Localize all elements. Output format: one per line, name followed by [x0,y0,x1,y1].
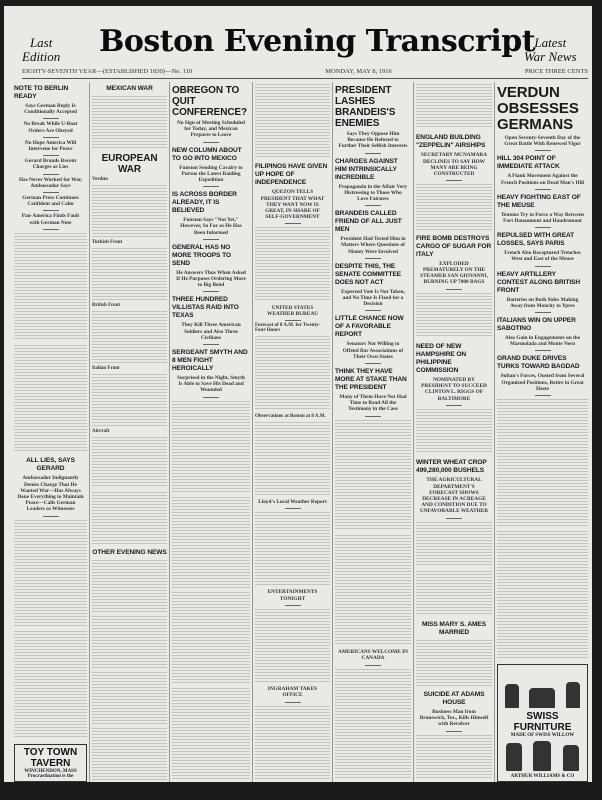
headline: CHARGES AGAINST HIM INTRINSICALLY INCREDIBLE [335,157,398,181]
article-body-text [416,571,492,616]
chair-icon [505,684,519,708]
article-body-text [335,535,411,646]
divider [365,205,381,206]
subheadline: Funston Sending Cavalry to Pursue the Latest Raiding Expedition [179,164,243,184]
article-body-text [497,399,588,527]
column-2 [90,82,170,782]
headline: FIRE BOMB DESTROYS CARGO OF SUGAR FOR ITALY [416,234,492,258]
subheadline: SECRETARY MCNAMARA DECLINES TO SAY HOW MANY ARE BEING CONSTRUCTED [420,152,488,178]
headline: SERGEANT SMYTH AND 8 MEN FIGHT HEROICALLY [172,349,248,373]
subheadline: Ambassador Indignantly Denies Charge That He Wanted War—Has Always Done Everything to Maintain Peace—Calls German Leaders as Witnesses [17,475,84,513]
article-body-text [92,672,167,724]
article-body-text [255,227,330,301]
subheadline: Funston Says "Not Yet," However, So Far as He Has Been Informed [180,217,242,236]
article-body-text [92,616,167,668]
ad-title: TOY TOWN TAVERN [23,747,78,769]
article-body-text [416,522,492,567]
subheadline: Many of Them Have Not Had Time to Read All the Testimony in the Case [339,394,407,413]
section-label: Turkish Front [92,239,123,245]
divider [446,405,462,406]
divider [203,397,219,398]
article-body-text [172,401,250,493]
subheadline: Says They Oppose Him Because He Refused to Further Their Selfish Interests [338,131,408,150]
headline: OTHER EVENING NEWS [92,549,167,557]
divider [535,189,551,190]
divider [203,344,219,345]
divider [43,192,59,193]
article-body-text [92,728,167,780]
article-body-text [172,688,250,780]
headline: HEAVY ARTILLERY CONTEST ALONG BRITISH FRONT [497,270,581,294]
subheadline: EXPLODED PREMATURELY ON THE STEAMER SAN GIOVANNI, BURNING UP 7000 BAGS [420,260,488,286]
article-body-text [416,735,492,780]
article-body-text [255,422,330,496]
headline: PRESIDENT LASHES BRANDEIS'S ENEMIES [335,85,396,129]
headline: REPULSED WITH GREAT LOSSES, SAYS PARIS [497,232,575,248]
column-6 [414,82,495,782]
article-body-text [92,492,167,544]
divider [285,223,301,224]
headline: THINK THEY HAVE MORE AT STAKE THAN THE PRESIDENT [335,368,407,392]
divider [365,665,381,666]
headline: BRANDEIS CALLED FRIEND OF ALL JUST MEN [335,210,402,234]
divider [446,731,462,732]
chair-icon [563,745,579,771]
ad-text: ARTHUR WILLIAMS & CO [510,774,575,780]
article-body-text [416,84,492,129]
headline: THREE HUNDRED VILLISTAS RAID INTO TEXAS [172,296,239,320]
divider [446,289,462,290]
article-body-text [335,420,411,531]
headline: ALL LIES, SAYS GERARD [26,457,75,473]
headline: DESPITE THIS, THE SENATE COMMITTEE DOES NOT ACT [335,262,402,286]
headline: GENERAL HAS NO MORE TROOPS TO SEND [172,243,231,267]
divider [43,174,59,175]
war-news-ear [524,36,577,64]
subheadline: No Sign of Meeting Scheduled for Today, and Mexican Prepares to Leave [177,120,245,139]
headline: EUROPEAN WAR [101,152,158,175]
subheadline: French Also Recaptured Trenches West and East of the Meuse [504,250,581,263]
article-body-text [255,84,330,158]
article-body-text [416,184,492,229]
article-body-text [92,374,167,426]
article-body-text [92,185,167,237]
subheadline: President Had Tested Him in Matters Where Questions of Money Were Involved [340,236,406,255]
subheadline: UNITED STATES WEATHER BUREAU [267,304,318,317]
divider [285,605,301,606]
divider [43,210,59,211]
advertisement [497,664,588,782]
divider [365,363,381,364]
headline: OBREGON TO QUIT CONFERENCE? [172,85,248,118]
subheadline: Also Gain in Engagements on the Marmolada and Monte Nero [504,335,581,348]
column-4 [253,82,333,782]
divider [203,186,219,187]
divider [365,310,381,311]
headline: HEAVY FIGHTING EAST OF THE MEUSE [497,193,581,209]
article-body-text [416,640,492,685]
article-body-text [14,345,87,453]
article-body-text [335,669,411,780]
divider [43,137,59,138]
divider [203,142,219,143]
column-5 [333,82,414,782]
chair-icon [529,688,555,708]
article-body-text [255,512,330,586]
ear-line: War News [524,49,577,64]
ad-title: SWISS FURNITURE [513,711,572,734]
ear-line: Last [29,35,53,50]
subheadline: QUEZON TELLS PRESIDENT THAT WHAT THEY WANT NOW IS GREAT, IN SHARE OF SELF-GOVERNMENT [260,189,325,221]
article-body-text [92,248,167,300]
divider [446,518,462,519]
article-body-text [416,293,492,338]
divider [43,229,59,230]
article-body-text [497,531,588,659]
ear-line: Latest [534,35,567,50]
section-label: British Front [92,302,121,308]
article-body-text [92,437,167,489]
article-body-text [255,706,330,780]
issue-date: MONDAY, MAY 8, 1916 [325,68,392,75]
subheadline: ENTERTAINMENTS TONIGHT [267,589,318,602]
headline: NEW COLUMN ABOUT TO GO INTO MEXICO [172,146,242,162]
subheadline: Has Never Worked for War, Ambassador Says [18,176,83,189]
price: PRICE THREE CENTS [524,68,588,75]
divider [43,118,59,119]
divider [535,266,551,267]
subheadline: INGRAHAM TAKES OFFICE [267,686,318,699]
volume-info: EIGHTY-SEVENTH YEAR—(ESTABLISHED 1830)—No. 110 [22,68,193,75]
divider [535,227,551,228]
article-body-text [255,336,330,410]
subheadline: Teutons Try to Force a Way Between Fort Douaumont and Haudromont [501,211,584,225]
subheadline: No Hope America Will Intervene for Peace [24,139,77,153]
headline: IS ACROSS BORDER ALREADY, IT IS BELIEVED [172,191,237,215]
headline: NEED OF NEW HAMPSHIRE ON PHILIPPINE COMMISSION [416,343,467,375]
subheadline: AMERICANS WELCOME IN CANADA [338,649,408,662]
subheadline: Business Man from Brunswick, Tex., Kills Himself with Revolver [419,708,489,728]
subheadline: No Break While U-Boat Orders Are Obeyed [23,121,78,134]
headline: FILIPINOS HAVE GIVEN UP HOPE OF INDEPENDENCE [255,163,328,187]
headline: MEXICAN WAR [106,85,153,92]
ad-subtitle: MADE OF SWISS WILLOW [510,733,575,739]
ad-text: Procrastination is the [27,774,74,779]
subheadline: German Press Continues Confident and Calm [22,195,79,208]
subheadline: Open Seventy-Seventh Day of the Great Battle With Renewed Vigor [504,135,581,148]
divider [43,155,59,156]
subheadline: Batteries on Both Sides Making Away from Monchy to Ypres [506,296,579,309]
article-body-text [172,592,250,684]
divider [203,291,219,292]
subheadline: Pan-America Finds Fault with German Note [21,213,80,226]
divider [535,350,551,351]
subheadline: Expected Vote Is Not Taken, and No Time Is Fixed for a Decision [341,288,405,308]
subheadline: Surprised in the Night, Smyth Is Able to Save His Dead and Wounded [177,375,245,394]
divider [285,320,301,321]
chair-icon [533,741,551,771]
headline: SUICIDE AT ADAMS HOUSE [423,690,485,706]
headline: ENGLAND BUILDING "ZEPPELIN" AIRSHIPS [416,134,486,150]
subheadline: Senators Not Willing to Offend Bar Associations of Their Own States [342,341,404,360]
masthead-title: Boston Evening Transcript [99,24,536,59]
article-body-text [92,560,167,612]
column-1 [12,82,90,782]
chair-icon [566,682,580,708]
article-body-text [172,497,250,589]
headline: HILL 304 POINT OF IMMEDIATE ATTACK [497,155,560,171]
subheadline: He Answers Thus When Asked If He Purposes Ordering More to Big Bend [176,269,246,289]
ad-subtitle: WINCHENDON, MASS [24,769,77,774]
subheadline: NOMINATED BY PRESIDENT TO SUCCEED CLINTON L. RIGGS OF BALTIMORE [421,377,487,402]
article-body-text [255,609,330,683]
divider [285,508,301,509]
divider [446,180,462,181]
headline: WINTER WHEAT CROP 499,280,000 BUSHELS [416,459,487,475]
front-page [4,6,592,782]
edition-ear [22,36,60,64]
article-body-text [92,311,167,363]
divider [43,516,59,517]
section-label: Forecast of 8 A.M. for Twenty-Four Hours [255,323,321,334]
column-7 [495,82,590,782]
divider [535,150,551,151]
article-body-text [416,409,492,454]
article-body-text [92,96,167,148]
subheadline: THE AGRICULTURAL DEPARTMENT'S FORECAST SHOWS DECREASE IN ACREAGE AND CONDITION DUE TO UNFAVORABLE WEATHER [419,477,489,515]
article-body-text [14,631,87,739]
ear-line: Edition [22,49,61,64]
subheadline: A Flank Movement Against the French Positions on Dead Man's Hill [500,173,585,186]
dateline [22,68,588,79]
divider [365,258,381,259]
section-label: Observations at Boston at 8 A.M. [255,413,326,419]
furniture-illustration [500,741,585,771]
divider [365,153,381,154]
divider [365,416,381,417]
subheadline: They Kill Three American Soldiers and Also Three Civilians [181,322,241,341]
divider [535,312,551,313]
headline: NOTE TO BERLIN READY [14,85,69,100]
subheadline: Sultan's Forces, Ousted from Several Organized Positions, Retire in Great Haste [500,373,585,392]
furniture-illustration [500,670,585,708]
article-body-text [14,520,87,628]
section-label: Verdun [92,176,108,182]
subheadline: Propaganda in the Affair Very Distressing to Those Who Love Fairness [338,183,408,203]
subheadline: Gerard Brands Recent Charges as Lies [24,158,77,171]
headline: ITALIANS WIN ON UPPER SABOTINO [497,317,576,333]
headline: MISS MARY S. AMES MARRIED [421,621,486,637]
subheadline: Says German Reply Is Conditionally Accepted [24,103,77,116]
headline: LITTLE CHANCE NOW OF A FAVORABLE REPORT [335,315,404,339]
headline: VERDUN OBSESSES GERMANS [497,84,579,133]
divider [203,239,219,240]
chair-icon [506,743,522,771]
divider [285,702,301,703]
subheadline: Lloyd's Local Weather Report [258,498,327,505]
divider [535,395,551,396]
headline: GRAND DUKE DRIVES TURKS TOWARD BAGDAD [497,355,580,371]
advertisement [14,744,87,782]
article-body-text [14,233,87,341]
section-label: Aircraft [92,428,110,434]
column-3 [170,82,253,782]
section-label: Italian Front [92,365,120,371]
